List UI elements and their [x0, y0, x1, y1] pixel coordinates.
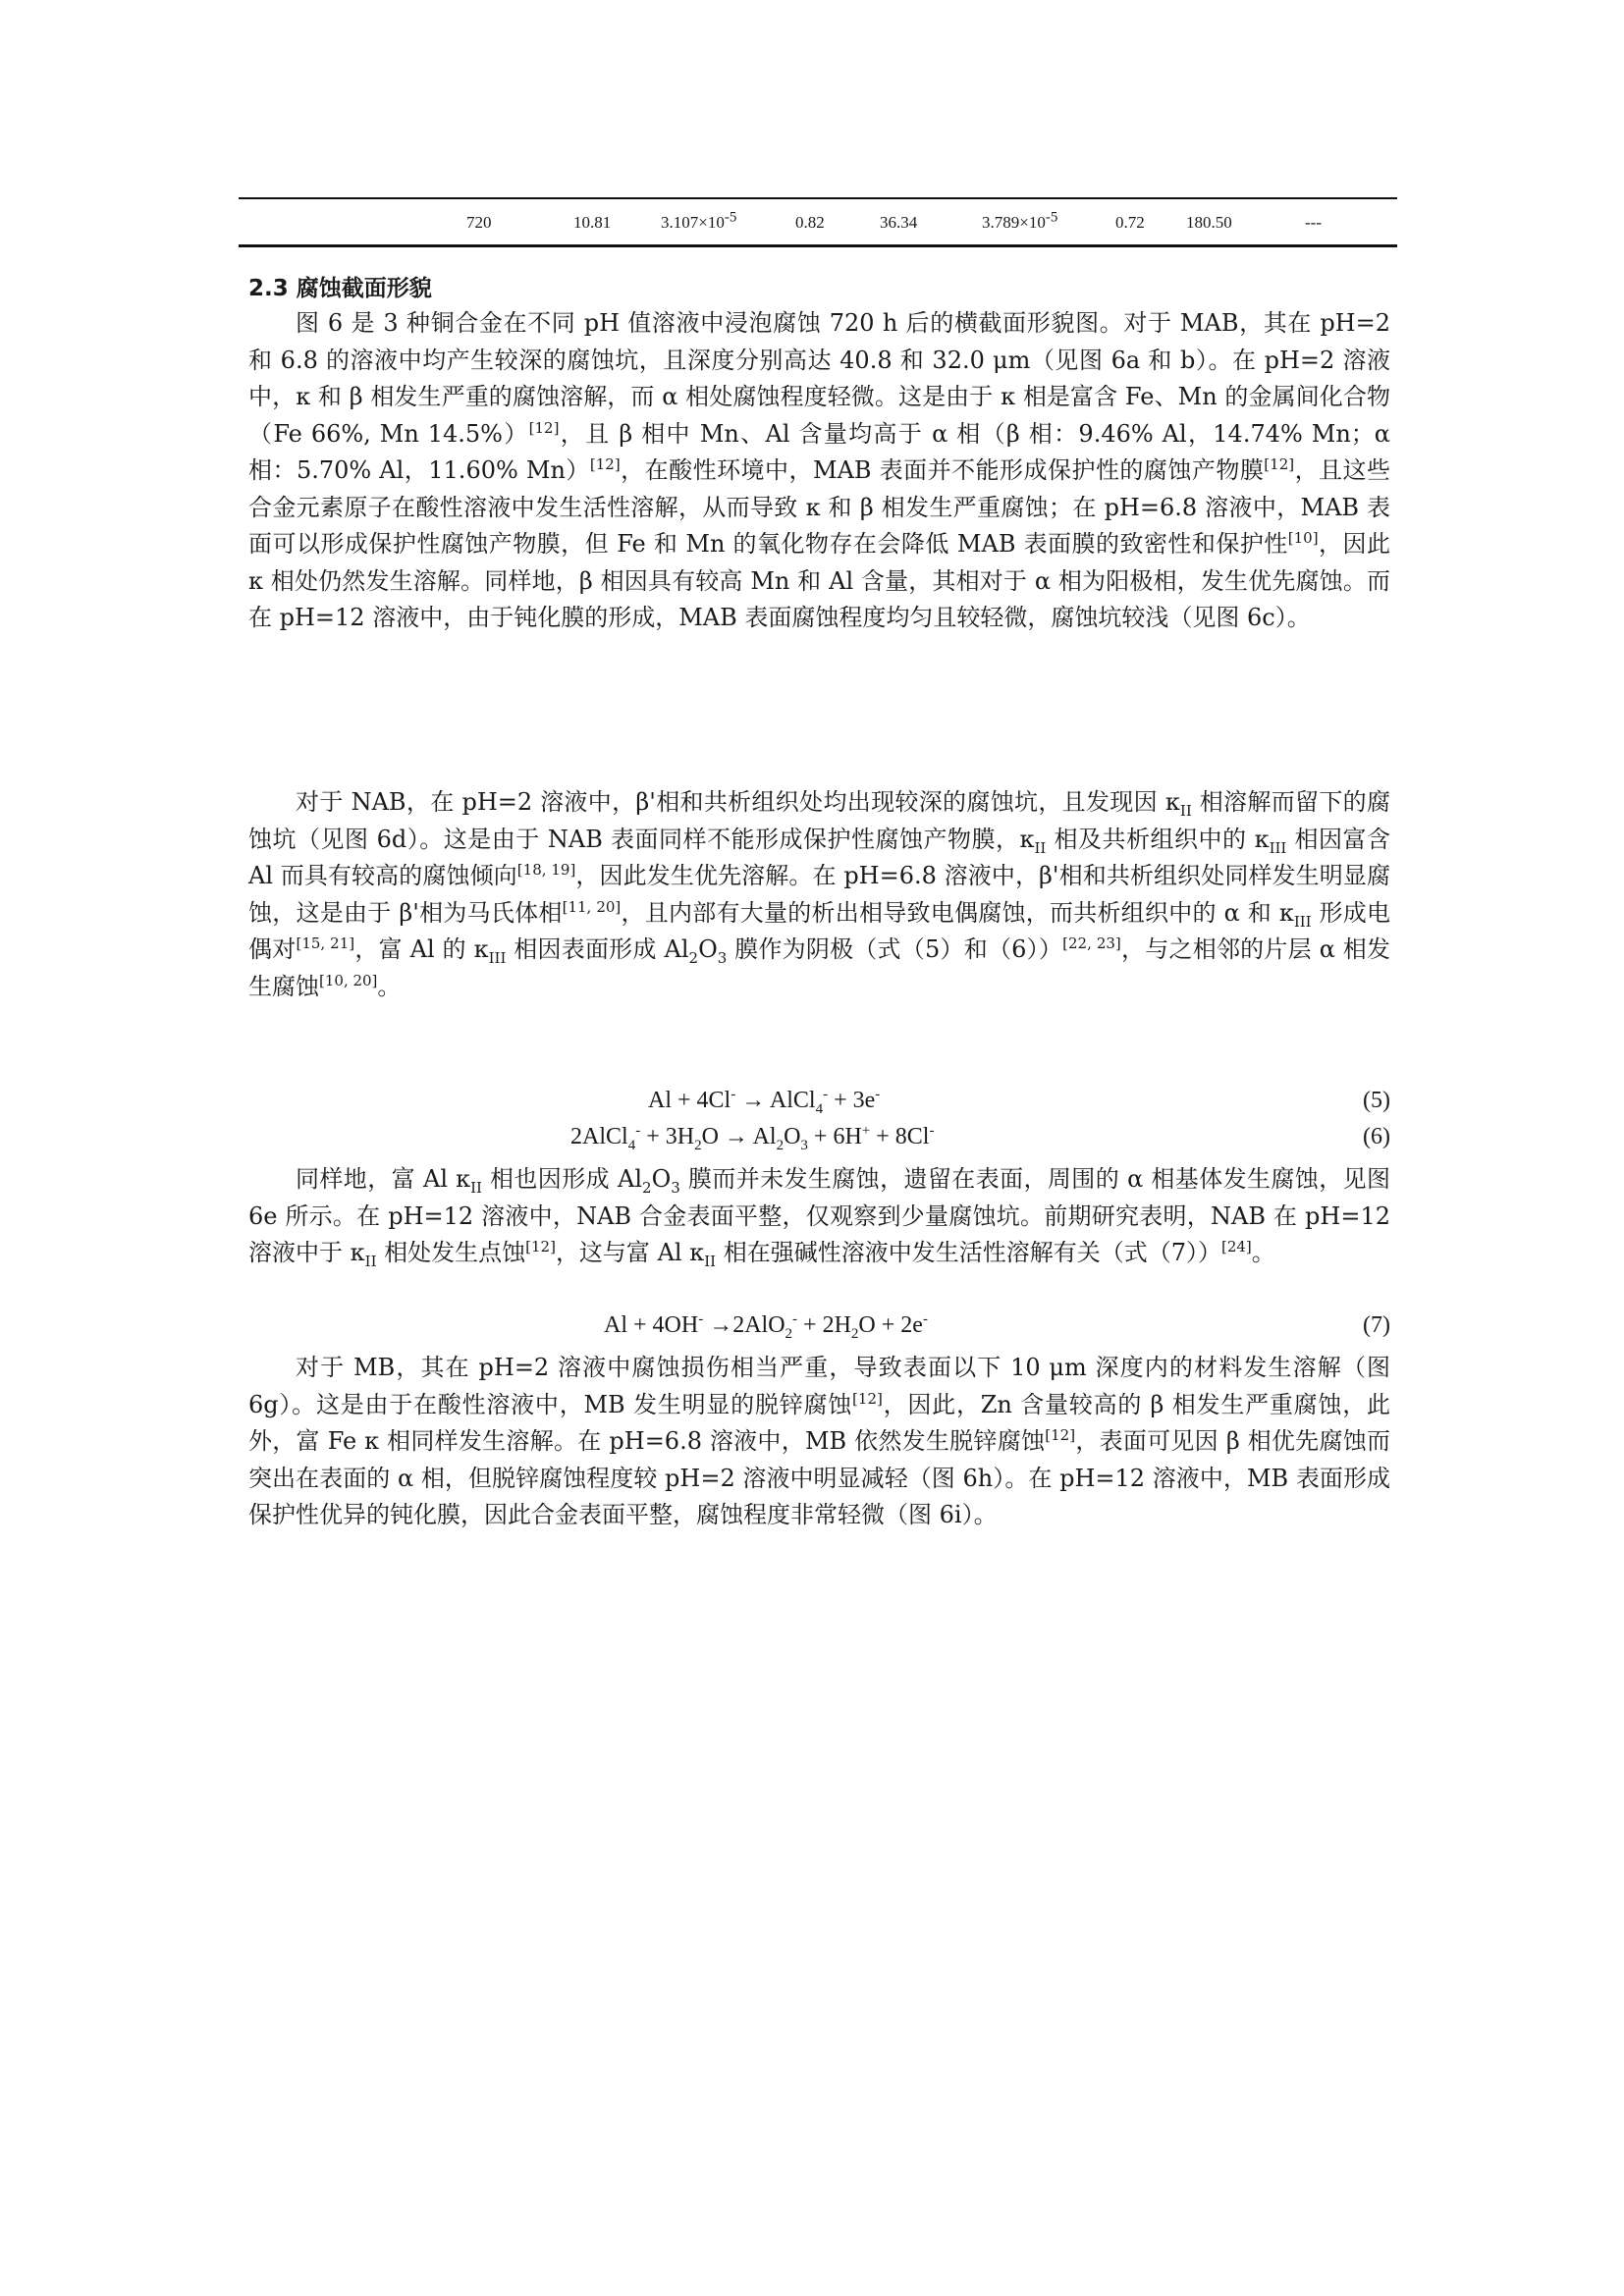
table-cell: $3.107\times 10^{-5}$ [661, 209, 737, 232]
equation-expression: $Al + 4OH^- \to 2AlO_2^- + 2H_2O + 2e^-$ [604, 1311, 928, 1342]
equation-expression: Al + 4Cl- → AlCl$_4$- + 3e- [648, 1087, 881, 1117]
table-fragment [239, 197, 1397, 247]
table-cell: $3.789\times 10^{-5}$ [982, 209, 1058, 232]
equation-number: (6) [1363, 1124, 1390, 1149]
paragraph-nab-continued: 同样地，富 Al $\kappa_{II}$ 相也因形成 $Al_2O_3$ 膜而并未发生腐蚀，遗留在表面，周围的 α 相基体发生腐蚀，见图 6e 所示。在 pH=12 溶液中，NAB 合金表面平整，仅观察到少量腐蚀坑。前期研究表明，NAB 在 pH=12 溶液中于 $\kappa_{II}$ 相处发生点蚀[12]，这与富 Al $\kappa_{II}$ 相在强碱性溶液中发生活性溶解有关（式（7））[24]。 [248, 1165, 1391, 1270]
equation-expression: 2AlCl$_4$- + $3H_2O \to Al_2O_3 + 6H^+ + 8Cl^-$ [570, 1123, 935, 1153]
table-row [239, 199, 1397, 244]
table-cell: 36.34 [880, 213, 918, 232]
table-cell: 0.72 [1115, 213, 1145, 232]
table-cell: 720 [466, 213, 492, 232]
equation-number: (7) [1363, 1312, 1390, 1338]
paragraph-mab: 图 6 是 3 种铜合金在不同 pH 值溶液中浸泡腐蚀 720 h 后的横截面形貌图。对于 MAB，其在 pH=2 和 6.8 的溶液中均产生较深的腐蚀坑，且深度分别高达 40.8 和 32.0 μm（见图 6a 和 b）。在 pH=2 溶液中，κ 和 β 相发生严重的腐蚀溶解，而 α 相处腐蚀程度轻微。这是由于 κ 相是富含 Fe、Mn 的金属间化合物（Fe 66%, Mn 14.5%）[12]，且 β 相中 Mn、Al 含量均高于 α 相（β 相：9.46% Al，14.74% Mn；α 相：5.70% Al，11.60% Mn）[12]，在酸性环境中，MAB 表面并不能形成保护性的腐蚀产物膜[12]，且这些合金元素原子在酸性溶液中发生活性溶解，从而导致 κ 和 β 相发生严重腐蚀；在 pH=6.8 溶液中，MAB 表面可以形成保护性腐蚀产物膜，但 Fe 和 Mn 的氧化物存在会降低 MAB 表面膜的致密性和保护性[10]，因此 κ 相处仍然发生溶解。同样地，β 相因具有较高 Mn 和 Al 含量，其相对于 α 相为阳极相，发生优先腐蚀。而在 pH=12 溶液中，由于钝化膜的形成，MAB 表面腐蚀程度均匀且较轻微，腐蚀坑较浅（见图 6c）。 [248, 309, 1391, 631]
paragraph-nab: 对于 NAB，在 pH=2 溶液中，β'相和共析组织处均出现较深的腐蚀坑，且发现因 $\kappa_{II}$ 相溶解而留下的腐蚀坑（见图 6d）。这是由于 NAB 表面同样不能形成保护性腐蚀产物膜，$\kappa_{II}$ 相及共析组织中的 $\kappa_{III}$ 相因富含 Al 而具有较高的腐蚀倾向[18, 19]，因此发生优先溶解。在 pH=6.8 溶液中，β'相和共析组织处同样发生明显腐蚀，这是由于 β'相为马氏体相[11, 20]，且内部有大量的析出相导致电偶腐蚀，而共析组织中的 α 和 $\kappa_{III}$ 形成电偶对[15, 21]，富 Al 的 $\kappa_{III}$ 相因表面形成 $Al_2O_3$ 膜作为阴极（式（5）和（6））[22, 23]，与之相邻的片层 α 相发生腐蚀[10, 20]。 [248, 788, 1391, 1000]
table-bottom-rule [239, 244, 1397, 247]
equation-6 [248, 1124, 1390, 1157]
table-cell: --- [1305, 213, 1322, 232]
equation-number: (5) [1363, 1088, 1390, 1113]
section-heading: 2.3 腐蚀截面形貌 [248, 276, 432, 301]
table-cell: 0.82 [795, 213, 825, 232]
equation-7 [248, 1312, 1390, 1346]
paragraph-mb: 对于 MB，其在 pH=2 溶液中腐蚀损伤相当严重，导致表面以下 10 μm 深度内的材料发生溶解（图 6g）。这是由于在酸性溶液中，MB 发生明显的脱锌腐蚀[12]，因此，Zn 含量较高的 β 相发生严重腐蚀，此外，富 Fe κ 相同样发生溶解。在 pH=6.8 溶液中，MB 依然发生脱锌腐蚀[12]，表面可见因 β 相优先腐蚀而突出在表面的 α 相，但脱锌腐蚀程度较 pH=2 溶液中明显减轻（图 6h）。在 pH=12 溶液中，MB 表面形成保护性优异的钝化膜，因此合金表面平整，腐蚀程度非常轻微（图 6i）。 [248, 1354, 1390, 1528]
table-cell: 180.50 [1186, 213, 1232, 232]
table-cell: 10.81 [573, 213, 612, 232]
equation-5 [248, 1088, 1390, 1121]
